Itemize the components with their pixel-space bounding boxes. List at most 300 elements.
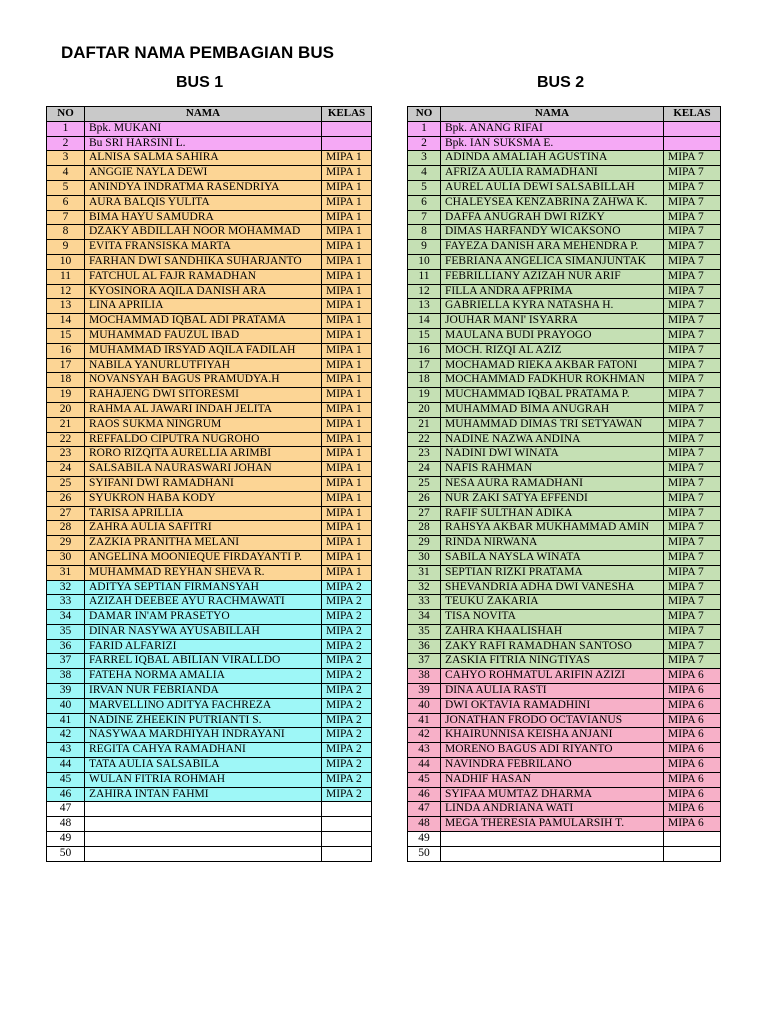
row-number: 3 [408, 151, 441, 166]
row-class [322, 802, 372, 817]
table-row [47, 476, 372, 491]
row-class: MIPA 7 [664, 639, 721, 654]
row-class: MIPA 2 [322, 639, 372, 654]
row-name: NOVANSYAH BAGUS PRAMUDYA.H [85, 373, 322, 388]
row-class: MIPA 2 [322, 772, 372, 787]
table-row [408, 225, 721, 240]
row-class: MIPA 7 [664, 565, 721, 580]
table-row [408, 684, 721, 699]
row-class: MIPA 7 [664, 476, 721, 491]
table-row [47, 772, 372, 787]
row-name: SHEVANDRIA ADHA DWI VANESHA [441, 580, 664, 595]
table-row [408, 491, 721, 506]
row-name: ANGELINA MOONIEQUE FIRDAYANTI P. [85, 550, 322, 565]
table-row [47, 624, 372, 639]
table-row [408, 432, 721, 447]
row-class: MIPA 7 [664, 580, 721, 595]
row-class [664, 832, 721, 847]
page-title: DAFTAR NAMA PEMBAGIAN BUS [61, 43, 334, 62]
row-number: 31 [408, 565, 441, 580]
row-number: 34 [47, 610, 85, 625]
row-class: MIPA 1 [322, 166, 372, 181]
row-name: AURA BALQIS YULITA [85, 195, 322, 210]
row-name: NADINI DWI WINATA [441, 447, 664, 462]
row-name: RORO RIZQITA AURELLIA ARIMBI [85, 447, 322, 462]
row-class: MIPA 7 [664, 654, 721, 669]
row-number: 47 [408, 802, 441, 817]
row-number: 42 [408, 728, 441, 743]
row-class: MIPA 1 [322, 343, 372, 358]
row-class: MIPA 1 [322, 180, 372, 195]
row-number: 36 [47, 639, 85, 654]
row-class: MIPA 7 [664, 624, 721, 639]
row-number: 18 [408, 373, 441, 388]
row-name: Bpk. ANANG RIFAI [441, 121, 664, 136]
row-class: MIPA 1 [322, 565, 372, 580]
table-row [47, 210, 372, 225]
row-number: 8 [47, 225, 85, 240]
row-number: 27 [408, 506, 441, 521]
table-row [408, 728, 721, 743]
row-name: FATEHA NORMA AMALIA [85, 669, 322, 684]
row-class: MIPA 6 [664, 817, 721, 832]
row-class: MIPA 7 [664, 358, 721, 373]
row-number: 21 [408, 417, 441, 432]
row-name: NABILA YANURLUTFIYAH [85, 358, 322, 373]
row-number: 28 [408, 521, 441, 536]
row-class: MIPA 7 [664, 388, 721, 403]
row-number: 41 [47, 713, 85, 728]
row-name: MOCH. RIZQI AL AZIZ [441, 343, 664, 358]
row-class: MIPA 1 [322, 402, 372, 417]
col-header-no: NO [47, 107, 85, 122]
row-class: MIPA 1 [322, 225, 372, 240]
row-name: MAULANA BUDI PRAYOGO [441, 328, 664, 343]
row-number: 31 [47, 565, 85, 580]
row-class: MIPA 7 [664, 521, 721, 536]
row-name [441, 832, 664, 847]
row-number: 15 [47, 328, 85, 343]
table-row [408, 417, 721, 432]
row-number: 13 [408, 299, 441, 314]
row-name: FARHAN DWI SANDHIKA SUHARJANTO [85, 254, 322, 269]
table-row [408, 151, 721, 166]
row-name: NAVINDRA FEBRILANO [441, 758, 664, 773]
row-number: 5 [47, 180, 85, 195]
row-number: 12 [408, 284, 441, 299]
row-name: LINA APRILIA [85, 299, 322, 314]
row-number: 13 [47, 299, 85, 314]
row-number: 35 [408, 624, 441, 639]
row-class: MIPA 1 [322, 328, 372, 343]
row-name: TATA AULIA SALSABILA [85, 758, 322, 773]
row-class: MIPA 7 [664, 462, 721, 477]
row-number: 50 [408, 846, 441, 861]
row-class: MIPA 1 [322, 550, 372, 565]
bus2-rows [408, 121, 721, 861]
row-number: 6 [47, 195, 85, 210]
row-number: 9 [47, 240, 85, 255]
row-name: SABILA NAYSLA WINATA [441, 550, 664, 565]
table-row [408, 832, 721, 847]
row-number: 44 [47, 758, 85, 773]
row-number: 25 [47, 476, 85, 491]
row-class: MIPA 1 [322, 417, 372, 432]
row-name: GABRIELLA KYRA NATASHA H. [441, 299, 664, 314]
row-name [85, 802, 322, 817]
table-row [47, 595, 372, 610]
row-number: 41 [408, 713, 441, 728]
row-class: MIPA 2 [322, 610, 372, 625]
table-row [47, 758, 372, 773]
row-number: 8 [408, 225, 441, 240]
row-class: MIPA 1 [322, 447, 372, 462]
table-row [408, 195, 721, 210]
row-name: ADINDA AMALIAH AGUSTINA [441, 151, 664, 166]
row-number: 39 [47, 684, 85, 699]
table-header-row [47, 107, 372, 122]
table-row [47, 536, 372, 551]
row-name: Bpk. IAN SUKSMA E. [441, 136, 664, 151]
row-class: MIPA 2 [322, 580, 372, 595]
table-row [47, 521, 372, 536]
table-row [47, 417, 372, 432]
row-number: 43 [47, 743, 85, 758]
row-number: 50 [47, 846, 85, 861]
row-name: DINA AULIA RASTI [441, 684, 664, 699]
row-class: MIPA 6 [664, 713, 721, 728]
row-class: MIPA 7 [664, 447, 721, 462]
row-name: AUREL AULIA DEWI SALSABILLAH [441, 180, 664, 195]
table-row [408, 284, 721, 299]
table-row [408, 610, 721, 625]
row-class: MIPA 6 [664, 787, 721, 802]
row-number: 48 [408, 817, 441, 832]
row-number: 10 [47, 254, 85, 269]
row-name: DAMAR IN'AM PRASETYO [85, 610, 322, 625]
table-row [408, 166, 721, 181]
table-row [47, 402, 372, 417]
row-number: 2 [47, 136, 85, 151]
row-class: MIPA 7 [664, 269, 721, 284]
row-number: 21 [47, 417, 85, 432]
bus1-table [46, 106, 372, 862]
row-class: MIPA 1 [322, 358, 372, 373]
row-class: MIPA 6 [664, 743, 721, 758]
row-name: SYUKRON HABA KODY [85, 491, 322, 506]
row-name: ZAHIRA INTAN FAHMI [85, 787, 322, 802]
table-row [47, 314, 372, 329]
table-row [47, 817, 372, 832]
table-row [408, 506, 721, 521]
table-row [47, 284, 372, 299]
bus1-heading: BUS 1 [176, 74, 224, 91]
row-name: TISA NOVITA [441, 610, 664, 625]
table-row [408, 373, 721, 388]
table-row [47, 506, 372, 521]
row-class: MIPA 7 [664, 402, 721, 417]
row-name: EVITA FRANSISKA MARTA [85, 240, 322, 255]
row-class: MIPA 2 [322, 713, 372, 728]
table-row [47, 580, 372, 595]
row-class: MIPA 1 [322, 432, 372, 447]
row-number: 27 [47, 506, 85, 521]
row-name: BIMA HAYU SAMUDRA [85, 210, 322, 225]
row-class: MIPA 7 [664, 254, 721, 269]
row-class: MIPA 2 [322, 743, 372, 758]
table-row [47, 195, 372, 210]
row-number: 26 [47, 491, 85, 506]
row-name: FARREL IQBAL ABILIAN VIRALLDO [85, 654, 322, 669]
row-number: 26 [408, 491, 441, 506]
row-name: REGITA CAHYA RAMADHANI [85, 743, 322, 758]
row-number: 34 [408, 610, 441, 625]
row-name: AFRIZA AULIA RAMADHANI [441, 166, 664, 181]
col-header-kelas: KELAS [664, 107, 721, 122]
row-number: 7 [47, 210, 85, 225]
table-row [408, 565, 721, 580]
row-name: SYIFANI DWI RAMADHANI [85, 476, 322, 491]
row-number: 15 [408, 328, 441, 343]
table-row [47, 343, 372, 358]
row-number: 49 [47, 832, 85, 847]
row-number: 28 [47, 521, 85, 536]
row-number: 20 [408, 402, 441, 417]
row-number: 46 [408, 787, 441, 802]
table-row [408, 447, 721, 462]
row-name: ANGGIE NAYLA DEWI [85, 166, 322, 181]
row-name: Bpk. MUKANI [85, 121, 322, 136]
table-row [408, 787, 721, 802]
row-number: 19 [47, 388, 85, 403]
row-class: MIPA 1 [322, 240, 372, 255]
row-number: 6 [408, 195, 441, 210]
table-row [47, 787, 372, 802]
row-class: MIPA 1 [322, 151, 372, 166]
table-row [47, 240, 372, 255]
row-name: MOCHAMAD RIEKA AKBAR FATONI [441, 358, 664, 373]
row-class: MIPA 7 [664, 491, 721, 506]
table-row [47, 639, 372, 654]
table-row [47, 713, 372, 728]
row-number: 23 [408, 447, 441, 462]
row-class: MIPA 7 [664, 180, 721, 195]
table-row [408, 713, 721, 728]
row-name: TEUKU ZAKARIA [441, 595, 664, 610]
row-number: 43 [408, 743, 441, 758]
row-class: MIPA 6 [664, 669, 721, 684]
row-name: FEBRIANA ANGELICA SIMANJUNTAK [441, 254, 664, 269]
row-number: 38 [47, 669, 85, 684]
row-name: JOUHAR MANI' ISYARRA [441, 314, 664, 329]
table-row [408, 802, 721, 817]
row-class [664, 121, 721, 136]
row-name: DAFFA ANUGRAH DWI RIZKY [441, 210, 664, 225]
row-name: LINDA ANDRIANA WATI [441, 802, 664, 817]
row-number: 24 [47, 462, 85, 477]
row-number: 14 [408, 314, 441, 329]
row-name: CAHYO ROHMATUL ARIFIN AZIZI [441, 669, 664, 684]
row-class: MIPA 6 [664, 684, 721, 699]
row-class: MIPA 7 [664, 432, 721, 447]
row-class: MIPA 7 [664, 195, 721, 210]
row-class [664, 846, 721, 861]
row-number: 22 [47, 432, 85, 447]
row-name: ZAHRA AULIA SAFITRI [85, 521, 322, 536]
row-name: DIMAS HARFANDY WICAKSONO [441, 225, 664, 240]
bus1-rows [47, 121, 372, 861]
table-row [408, 669, 721, 684]
table-row [47, 698, 372, 713]
row-number: 30 [47, 550, 85, 565]
row-name [85, 846, 322, 861]
row-class: MIPA 1 [322, 314, 372, 329]
col-header-kelas: KELAS [322, 107, 372, 122]
row-name: IRVAN NUR FEBRIANDA [85, 684, 322, 699]
row-number: 32 [47, 580, 85, 595]
row-class: MIPA 7 [664, 284, 721, 299]
row-name: NADINE NAZWA ANDINA [441, 432, 664, 447]
row-number: 22 [408, 432, 441, 447]
row-number: 17 [408, 358, 441, 373]
table-row [47, 166, 372, 181]
table-row [47, 432, 372, 447]
row-number: 40 [47, 698, 85, 713]
row-name: RAHMA AL JAWARI INDAH JELITA [85, 402, 322, 417]
row-name: JONATHAN FRODO OCTAVIANUS [441, 713, 664, 728]
row-class: MIPA 7 [664, 536, 721, 551]
row-name: MOCHAMMAD FADKHUR ROKHMAN [441, 373, 664, 388]
row-number: 40 [408, 698, 441, 713]
table-row [47, 491, 372, 506]
table-row [408, 314, 721, 329]
row-number: 37 [47, 654, 85, 669]
row-number: 44 [408, 758, 441, 773]
table-row [47, 269, 372, 284]
table-row [408, 595, 721, 610]
table-row [408, 624, 721, 639]
row-name: MARVELLINO ADITYA FACHREZA [85, 698, 322, 713]
bus2-table [407, 106, 721, 862]
table-row [47, 254, 372, 269]
row-class: MIPA 7 [664, 610, 721, 625]
table-row [47, 610, 372, 625]
row-name: FATCHUL AL FAJR RAMADHAN [85, 269, 322, 284]
table-row [47, 565, 372, 580]
row-class [322, 121, 372, 136]
row-class: MIPA 6 [664, 772, 721, 787]
row-number: 4 [47, 166, 85, 181]
row-class: MIPA 2 [322, 758, 372, 773]
row-number: 48 [47, 817, 85, 832]
table-row [47, 654, 372, 669]
row-number: 42 [47, 728, 85, 743]
row-number: 17 [47, 358, 85, 373]
row-name: REFFALDO CIPUTRA NUGROHO [85, 432, 322, 447]
table-row [408, 343, 721, 358]
row-class: MIPA 1 [322, 476, 372, 491]
row-class: MIPA 6 [664, 802, 721, 817]
row-name: MUHAMMAD FAUZUL IBAD [85, 328, 322, 343]
table-row [408, 698, 721, 713]
row-class: MIPA 7 [664, 373, 721, 388]
table-row [47, 669, 372, 684]
table-row [408, 121, 721, 136]
row-number: 9 [408, 240, 441, 255]
row-class: MIPA 2 [322, 728, 372, 743]
row-number: 11 [408, 269, 441, 284]
row-name: MUHAMMAD IRSYAD AQILA FADILAH [85, 343, 322, 358]
row-number: 11 [47, 269, 85, 284]
row-number: 29 [47, 536, 85, 551]
table-row [47, 151, 372, 166]
row-number: 12 [47, 284, 85, 299]
row-name: CHALEYSEA KENZABRINA ZAHWA K. [441, 195, 664, 210]
row-class: MIPA 7 [664, 417, 721, 432]
table-row [408, 521, 721, 536]
row-name [85, 817, 322, 832]
row-name: NADINE ZHEEKIN PUTRIANTI S. [85, 713, 322, 728]
row-number: 29 [408, 536, 441, 551]
row-name: NASYWAA MARDHIYAH INDRAYANI [85, 728, 322, 743]
row-class: MIPA 2 [322, 654, 372, 669]
row-name: WULAN FITRIA ROHMAH [85, 772, 322, 787]
row-name: ZAZKIA PRANITHA MELANI [85, 536, 322, 551]
row-class: MIPA 7 [664, 299, 721, 314]
row-name: RINDA NIRWANA [441, 536, 664, 551]
row-number: 37 [408, 654, 441, 669]
row-name [441, 846, 664, 861]
row-name: MUCHAMMAD IQBAL PRATAMA P. [441, 388, 664, 403]
row-class: MIPA 6 [664, 758, 721, 773]
row-number: 35 [47, 624, 85, 639]
table-row [47, 299, 372, 314]
row-class: MIPA 7 [664, 328, 721, 343]
row-number: 16 [408, 343, 441, 358]
row-name: NAFIS RAHMAN [441, 462, 664, 477]
row-name: RAHSYA AKBAR MUKHAMMAD AMIN [441, 521, 664, 536]
row-class: MIPA 1 [322, 269, 372, 284]
row-name: DINAR NASYWA AYUSABILLAH [85, 624, 322, 639]
row-name: DZAKY ABDILLAH NOOR MOHAMMAD [85, 225, 322, 240]
table-row [408, 817, 721, 832]
row-name: FAYEZA DANISH ARA MEHENDRA P. [441, 240, 664, 255]
table-row [408, 772, 721, 787]
row-number: 47 [47, 802, 85, 817]
row-number: 45 [408, 772, 441, 787]
row-class: MIPA 1 [322, 210, 372, 225]
table-row [408, 269, 721, 284]
table-row [408, 180, 721, 195]
table-row [47, 743, 372, 758]
row-number: 1 [408, 121, 441, 136]
table-row [408, 536, 721, 551]
table-row [408, 240, 721, 255]
row-name: MUHAMMAD DIMAS TRI SETYAWAN [441, 417, 664, 432]
table-row [47, 328, 372, 343]
row-class: MIPA 7 [664, 595, 721, 610]
table-row [47, 388, 372, 403]
row-number: 10 [408, 254, 441, 269]
table-row [408, 402, 721, 417]
row-name: ZASKIA FITRIA NINGTIYAS [441, 654, 664, 669]
row-name: ALNISA SALMA SAHIRA [85, 151, 322, 166]
row-number: 33 [47, 595, 85, 610]
table-row [47, 846, 372, 861]
row-number: 30 [408, 550, 441, 565]
row-class [322, 136, 372, 151]
row-name: NESA AURA RAMADHANI [441, 476, 664, 491]
